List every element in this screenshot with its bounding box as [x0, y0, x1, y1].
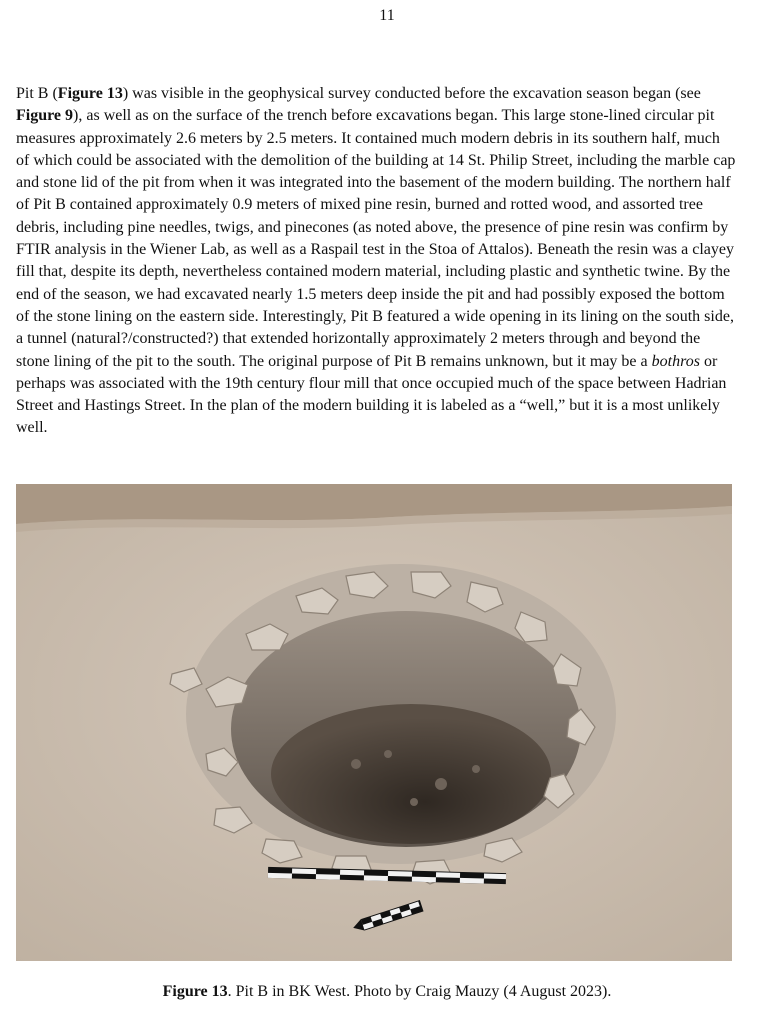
body-paragraph — [16, 83, 736, 440]
figure-photo-pit-b — [16, 484, 732, 961]
figure-caption — [0, 981, 774, 1003]
figure-caption-label: Figure 13 — [162, 983, 228, 1000]
text-run: or perhaps was associated with the 19th century flour mill that once occupied much of the space between Hadrian Street and Hastings Street. In the plan of the modern building it is labeled as a “well,” but it is a most unlikely well. — [16, 352, 727, 437]
pit-photo-illustration — [16, 484, 732, 961]
figure-13-reference: Figure 13 — [57, 85, 123, 102]
figure-9-reference: Figure 9 — [16, 107, 74, 125]
bothros-term: bothros — [651, 352, 700, 370]
page-number: 11 — [379, 7, 395, 24]
pit-floor — [271, 704, 551, 844]
text-run: ) was visible in the geophysical survey conducted before the excavation season began (see — [122, 85, 701, 102]
text-run: ), as well as on the surface of the trench before excavations began. This large stone-lined circular pit measures approximately 2.6 meters by 2.5 meters. It contained much modern debris in its southern half, much of which could be associated with the demolition of the building at 14 St. Philip Street, including the marble cap and stone lid of the pit from when it was integrated into the basement of the modern building. The northern half of Pit B contained approximately 0.9 meters of mixed pine resin, burned and rotted wood, and assorted tree debris, including pine needles, twigs, and pinecones (as noted above, the presence of pine resin was confirm by FTIR analysis in the Wiener Lab, as well as a Raspail test in the Stoa of Attalos). Beneath the resin was a clayey fill that, despite its depth, nevertheless contained modern material, including plastic and synthetic twine. By the end of the season, we had excavated nearly 1.5 meters deep inside the pit and had possibly exposed the bottom of the stone lining on the eastern side. Interestingly, Pit B featured a wide opening in its lining on the south side, a tunnel (natural?/constructed?) that extended horizontally approximately 2 meters through and beyond the stone lining of the pit to the south. The original purpose of Pit B remains unknown, but it may be a — [16, 107, 736, 370]
text-run: Pit B ( — [16, 85, 58, 102]
figure-caption-text: . Pit B in BK West. Photo by Craig Mauzy (4 August 2023). — [227, 983, 612, 1000]
